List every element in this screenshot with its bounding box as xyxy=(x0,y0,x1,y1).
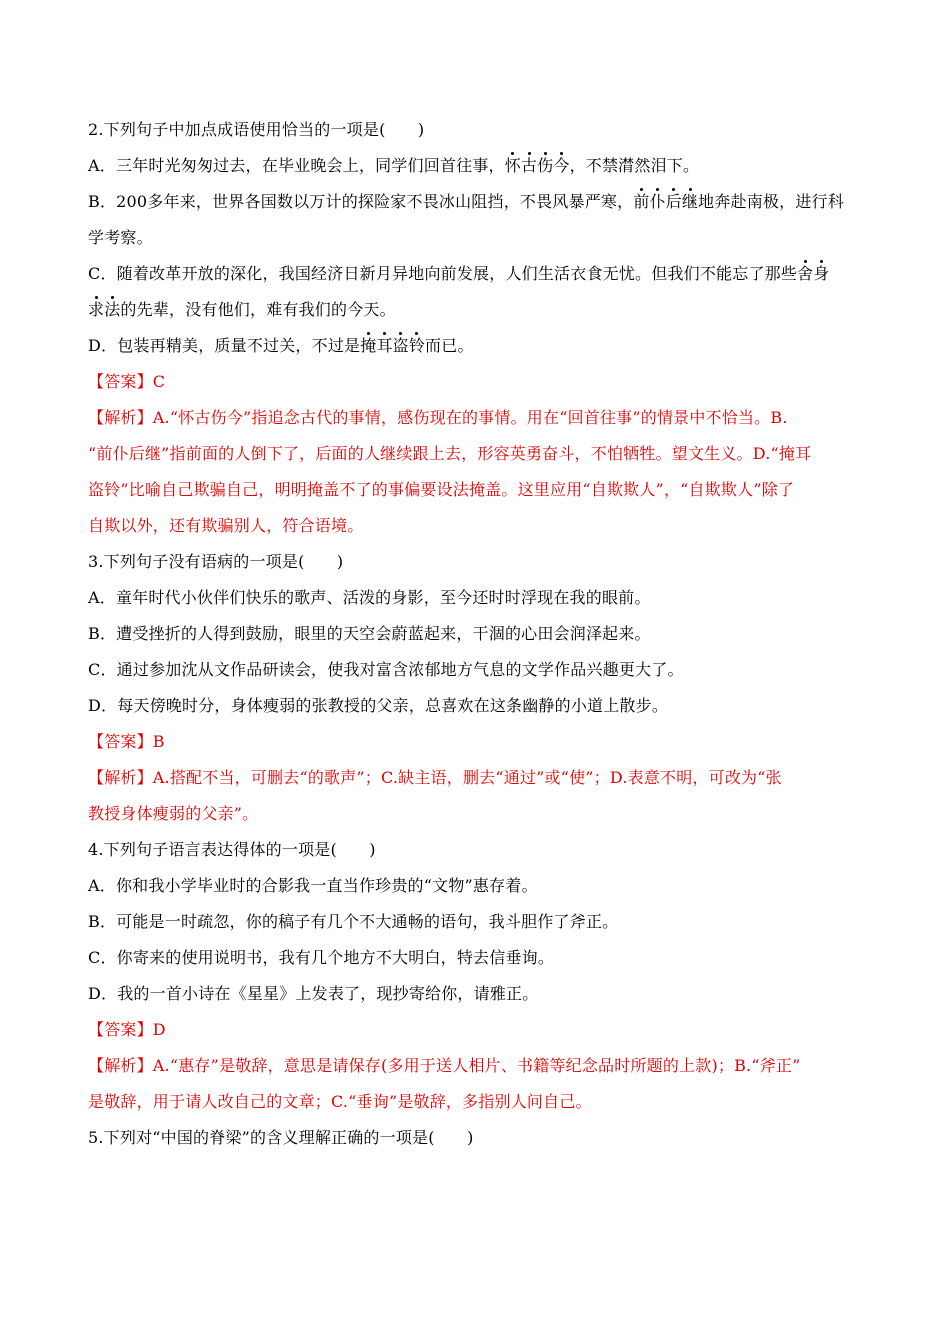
q4-option-a: A．你和我小学毕业时的合影我一直当作珍贵的“文物”惠存着。 xyxy=(88,876,538,895)
q3-answer: 【答案】B xyxy=(88,732,165,751)
q4-analysis-line: 是敬辞，用于请人改自己的文章；C.“垂询”是敬辞，多指别人问自己。 xyxy=(88,1092,592,1111)
q2-option-d-idiom-char: 掩 xyxy=(360,328,376,364)
q2-option-a-idiom-char: 古 xyxy=(521,148,537,184)
q3-analysis-line: 【解析】A.搭配不当，可删去“的歌声”；C.缺主语，删去“通过”或“使”；D.表意不明，可改为“张 xyxy=(88,768,782,787)
q4-answer: 【答案】D xyxy=(88,1020,166,1039)
q2-analysis-line: 盗铃”比喻自己欺骗自己，明明掩盖不了的事偏要设法掩盖。这里应用“自欺欺人”，“自欺欺人”除了 xyxy=(88,480,795,499)
q2-option-d-text-end: 而已。 xyxy=(425,336,474,355)
q3-option-a: A．童年时代小伙伴们快乐的歌声、活泼的身影，至今还时时浮现在我的眼前。 xyxy=(88,588,651,607)
q2-stem: 2.下列句子中加点成语使用恰当的一项是( ) xyxy=(88,120,425,139)
q2-option-d-idiom-char: 铃 xyxy=(409,328,425,364)
q2-answer: 【答案】C xyxy=(88,372,166,391)
q2-option-b-text: B．200多年来，世界各国数以万计的探险家不畏冰山阻挡，不畏风暴严寒， xyxy=(88,192,634,211)
q2-option-a-idiom-char: 今 xyxy=(553,148,569,184)
q2-option-c-idiom-char: 舍 xyxy=(797,256,813,292)
q2-option-b-idiom-char: 继 xyxy=(682,184,698,220)
q2-option-d-text: D．包装再精美，质量不过关，不过是 xyxy=(88,336,361,355)
q3-option-b: B．遭受挫折的人得到鼓励，眼里的天空会蔚蓝起来，干涸的心田会润泽起来。 xyxy=(88,624,651,643)
q3-analysis-line: 教授身体瘦弱的父亲”。 xyxy=(88,804,259,823)
q4-option-b: B．可能是一时疏忽，你的稿子有几个不大通畅的语句，我斗胆作了斧正。 xyxy=(88,912,619,931)
q2-option-b xyxy=(88,184,868,220)
q3-option-c: C．通过参加沈从文作品研读会，使我对富含浓郁地方气息的文学作品兴趣更大了。 xyxy=(88,660,684,679)
q2-option-c-idiom-char: 求 xyxy=(88,292,104,328)
q2-option-c-text: C．随着改革开放的深化，我国经济日新月异地向前发展，人们生活衣食无忧。但我们不能忘了那些 xyxy=(88,264,798,283)
q2-analysis-line: 【解析】A.“怀古伤今”指追念古代的事情，感伤现在的事情。用在“回首往事”的情景中不恰当。B. xyxy=(88,408,788,427)
q2-option-d-idiom-char: 盗 xyxy=(393,328,409,364)
q2-option-a-idiom-char: 怀 xyxy=(505,148,521,184)
q5-stem: 5.下列对“中国的脊梁”的含义理解正确的一项是( ) xyxy=(88,1128,474,1147)
q2-option-b-idiom-char: 后 xyxy=(666,184,682,220)
q4-option-c: C．你寄来的使用说明书，我有几个地方不大明白，特去信垂询。 xyxy=(88,948,555,967)
q4-option-d: D．我的一首小诗在《星星》上发表了，现抄寄给你，请雅正。 xyxy=(88,984,539,1003)
q2-option-c-text-end: 的先辈，没有他们，难有我们的今天。 xyxy=(120,300,396,319)
q2-option-b-continued: 学考察。 xyxy=(88,228,153,247)
q2-option-b-idiom-char: 仆 xyxy=(650,184,666,220)
q2-option-b-idiom-char: 前 xyxy=(633,184,649,220)
q2-option-c-continued xyxy=(88,292,868,328)
q2-option-b-text-end: 地奔赴南极，进行科 xyxy=(698,192,844,211)
q2-option-a-text: A．三年时光匆匆过去，在毕业晚会上，同学们回首往事， xyxy=(88,156,505,175)
q2-option-a xyxy=(88,148,868,184)
q2-analysis-line: 自欺以外，还有欺骗别人，符合语境。 xyxy=(88,516,364,535)
q4-stem: 4.下列句子语言表达得体的一项是( ) xyxy=(88,840,376,859)
q3-option-d: D．每天傍晚时分，身体瘦弱的张教授的父亲，总喜欢在这条幽静的小道上散步。 xyxy=(88,696,669,715)
q2-option-a-idiom-char: 伤 xyxy=(537,148,553,184)
q2-option-c-idiom-char: 法 xyxy=(104,292,120,328)
q3-stem: 3.下列句子没有语病的一项是( ) xyxy=(88,552,344,571)
q4-analysis-line: 【解析】A.“惠存”是敬辞，意思是请保存(多用于送人相片、书籍等纪念品时所题的上款)；B.“斧正” xyxy=(88,1056,801,1075)
q2-analysis-line: “前仆后继”指前面的人倒下了，后面的人继续跟上去，形容英勇奋斗，不怕牺牲。望文生义。D.“掩耳 xyxy=(88,444,812,463)
q2-option-c-idiom-char: 身 xyxy=(813,256,829,292)
q2-option-a-text-end: ，不禁潸然泪下。 xyxy=(569,156,700,175)
q2-option-d xyxy=(88,328,868,364)
q2-option-d-idiom-char: 耳 xyxy=(376,328,392,364)
document-page xyxy=(88,112,868,1156)
q2-option-c xyxy=(88,256,868,292)
